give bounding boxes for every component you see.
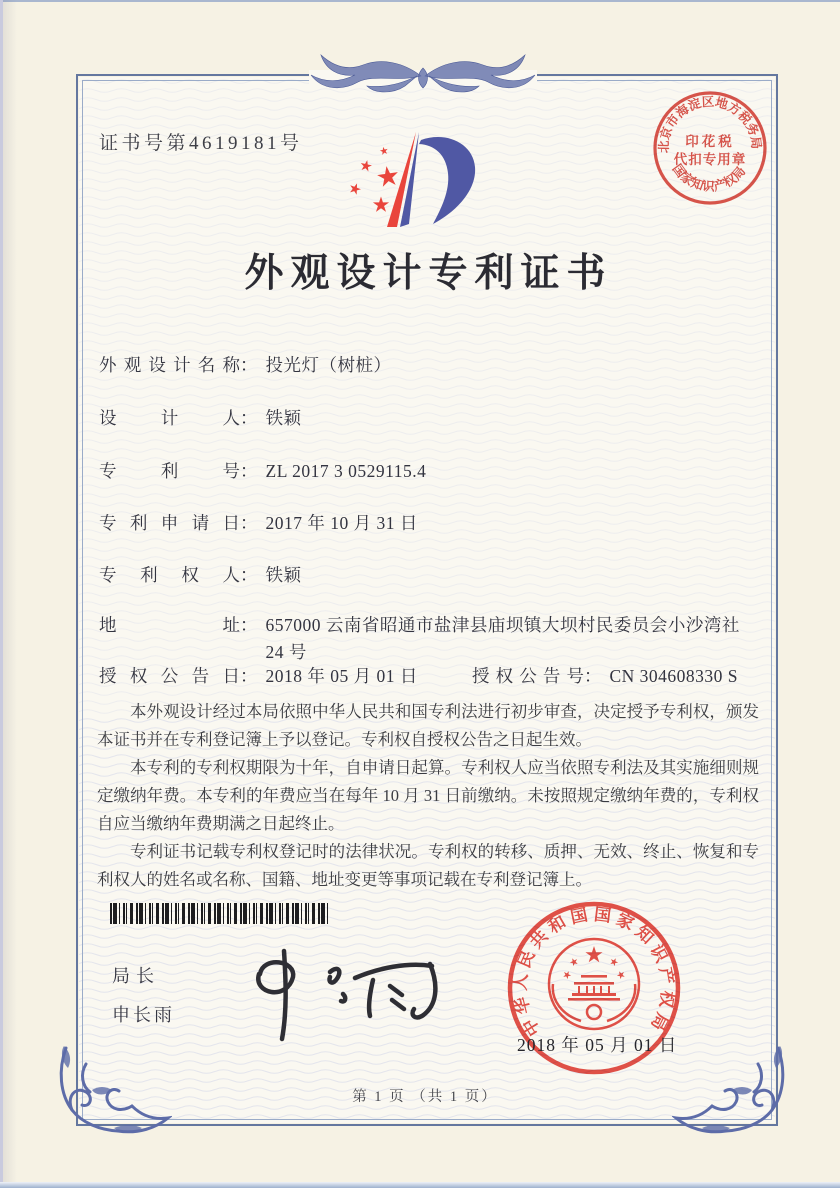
tax-stamp-line2: 代扣专用章 [673,152,747,167]
field-value: 铁颖 [265,408,302,428]
tax-stamp-ring-top-text: 北京市海淀区地方税务局 [656,94,764,154]
field-label: 专利号 [99,461,240,481]
logo-p-bowl [419,137,475,224]
field-address [99,612,761,666]
cnipa-logo [350,130,482,234]
field-colon: ： [584,666,602,686]
field-colon: ： [240,408,258,428]
field-colon: ： [240,513,258,533]
field-value: 铁颖 [265,565,302,585]
scan-edge-bottom [0,1182,840,1188]
signer-name: 申长雨 [112,1005,175,1025]
field-filing-date [99,510,761,537]
field-value: 2017 年 10 月 31 日 [265,513,418,533]
field-patent-number [99,458,761,485]
certificate-number: 证书号第4619181号 [99,133,303,154]
field-design-name [99,352,761,379]
certificate-title: 外观设计专利证书 [244,252,613,295]
paragraph-grant-statement: 本外观设计经过本局依照中华人民共和国专利法进行初步审查，决定授予专利权，颁发本证书并在专利登记簿上予以登记。专利权自授权公告之日起生效。 [97,702,759,749]
national-emblem-icon [549,939,639,1029]
field-label: 授权公告号 [472,666,584,686]
field-value: ZL 2017 3 0529115.4 [265,461,427,481]
paragraph-register-notes: 专利证书记载专利权登记时的法律状况。专利权的转移、质押、无效、终止、恢复和专利权人的姓名或名称、国籍、地址变更等事项记载在专利登记簿上。 [97,842,759,889]
signer-title: 局长 [112,966,160,986]
page-number-footer: 第 1 页 （共 1 页） [352,1089,498,1105]
tax-stamp-seal [650,88,770,208]
field-value: CN 304608330 S [609,666,739,686]
field-label: 设计人 [99,408,240,428]
field-designer [99,405,761,432]
seal-ring-text: 中华人民共和国国家知识产权局 [510,904,678,1040]
seal-date: 2018 年 05 月 01 日 [517,1035,678,1055]
field-colon: ： [240,615,258,635]
field-colon: ： [240,461,258,481]
tax-stamp-line1: 印花税 [685,134,735,149]
field-grant-number [472,663,772,690]
paragraph-term-and-fees: 本专利的专利权期限为十年，自申请日起算。专利权人应当依照专利法及其实施细则规定缴纳年费。本专利的年费应当在每年 10 月 31 日前缴纳。未按照规定缴纳年费的，专利权自应当缴纳年费期满之日起终止。 [97,758,759,833]
field-colon: ： [240,666,258,686]
field-colon: ： [240,565,258,585]
field-label: 地址 [99,615,240,635]
field-value: 657000 云南省昭通市盐津县庙坝镇大坝村民委员会小沙湾社 24 号 [265,615,740,662]
field-value: 2018 年 05 月 01 日 [265,666,418,686]
director-signature [232,942,447,1044]
field-colon: ： [240,355,258,375]
scan-edge-top [0,0,840,2]
legal-text-block [97,698,759,894]
logo-star-icon [379,146,388,155]
top-border-flourish-ornament [297,46,549,106]
barcode [110,903,329,924]
field-grant-row [99,663,761,690]
field-label: 授权公告日 [99,666,240,686]
field-label: 外观设计名称 [99,355,240,375]
field-label: 专利权人 [99,565,240,585]
field-value: 投光灯（树桩） [265,355,392,375]
scan-shadow-left [3,0,17,1188]
field-patentee [99,562,761,589]
tax-stamp-ring-bottom-text: 国家知识产权局 [669,161,749,194]
field-label: 专利申请日 [99,513,240,533]
